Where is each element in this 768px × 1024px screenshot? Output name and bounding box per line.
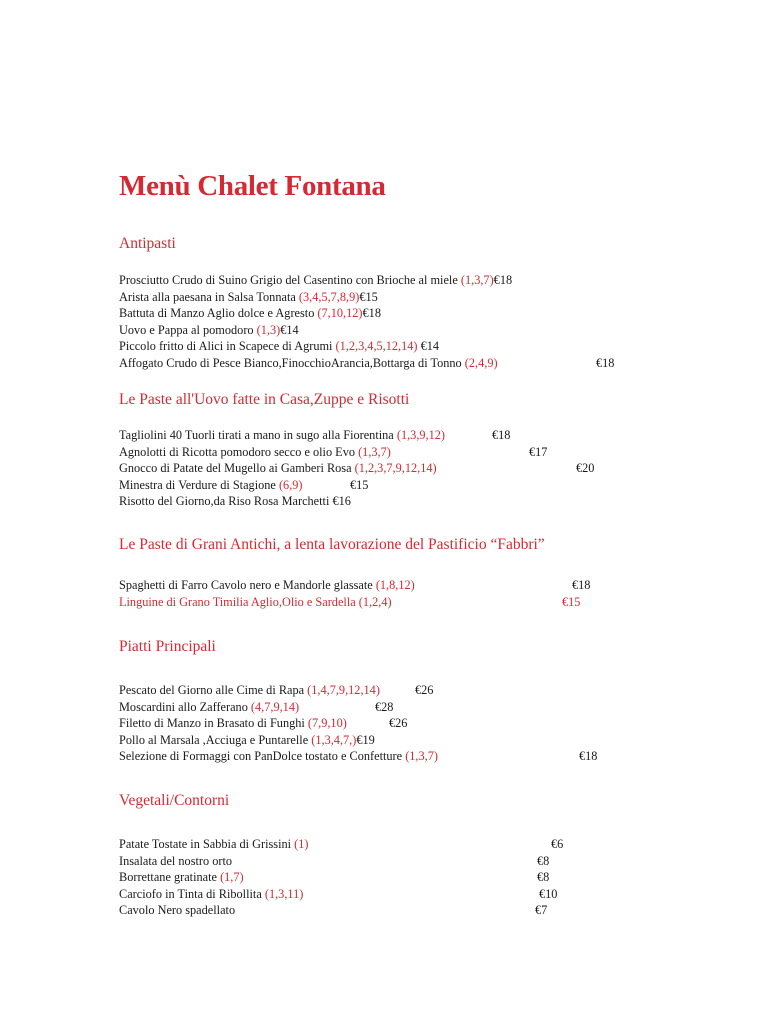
section-items-antipasti bbox=[119, 272, 615, 371]
item-price: €18 bbox=[572, 578, 591, 592]
menu-item bbox=[119, 577, 591, 594]
item-name: Gnocco di Patate del Mugello ai Gamberi Rosa bbox=[119, 461, 355, 475]
item-allergens: (1,2,3,4,5,12,14) bbox=[335, 339, 418, 353]
item-name: Pescato del Giorno alle Cime di Rapa bbox=[119, 683, 308, 697]
item-name: Affogato Crudo di Pesce Bianco,FinocchioArancia,Bottarga di Tonno bbox=[119, 355, 465, 370]
item-price: €19 bbox=[356, 732, 375, 747]
item-allergens: (3,4,5,7,8,9) bbox=[298, 289, 360, 304]
item-allergens: (1,2,3,7,9,12,14) bbox=[354, 461, 437, 475]
menu-item bbox=[119, 444, 548, 461]
item-name: Patate Tostate in Sabbia di Grissini bbox=[119, 837, 295, 851]
menu-item bbox=[119, 715, 438, 732]
item-name: Carciofo in Tinta di Ribollita bbox=[119, 886, 265, 901]
item-allergens: (1,3,7) bbox=[460, 273, 494, 287]
menu-item bbox=[119, 355, 615, 372]
item-name: Moscardini allo Zafferano bbox=[119, 699, 251, 714]
item-name: Selezione di Formaggi con PanDolce tostato e Confetture bbox=[119, 749, 406, 763]
menu-item bbox=[119, 869, 550, 886]
menu-item bbox=[119, 477, 445, 494]
item-name: Minestra di Verdure di Stagione bbox=[119, 477, 279, 492]
section-title-grani-antichi: Le Paste di Grani Antichi, a lenta lavorazione del Pastificio “Fabbri” bbox=[119, 536, 545, 553]
item-price: €10 bbox=[539, 886, 558, 901]
item-name: Tagliolini 40 Tuorli tirati a mano in sugo alla Fiorentina bbox=[119, 428, 397, 442]
item-name: Risotto del Giorno,da Riso Rosa Marchetti bbox=[119, 494, 333, 508]
item-name: Uovo e Pappa al pomodoro bbox=[119, 322, 257, 337]
item-name: Filetto di Manzo in Brasato di Funghi bbox=[119, 716, 308, 730]
section-items-paste-uovo bbox=[119, 427, 595, 510]
item-allergens: (1,3,11) bbox=[264, 886, 304, 901]
item-price: €15 bbox=[359, 289, 378, 304]
item-allergens: (1,7) bbox=[220, 870, 244, 884]
menu-item bbox=[119, 732, 438, 749]
item-allergens: (6,9) bbox=[278, 477, 303, 492]
menu-item bbox=[119, 272, 512, 289]
menu-item bbox=[119, 836, 564, 853]
item-price: €7 bbox=[535, 903, 548, 917]
item-allergens: (2,4,9) bbox=[464, 355, 498, 370]
item-price: €26 bbox=[415, 683, 434, 697]
section-title-vegetali-contorni: Vegetali/Contorni bbox=[119, 792, 230, 809]
menu-item bbox=[119, 748, 598, 765]
item-name: Spaghetti di Farro Cavolo nero e Mandorle glassate bbox=[119, 578, 376, 592]
item-price: €15 bbox=[350, 477, 369, 492]
item-name: Borrettane gratinate bbox=[119, 870, 221, 884]
menu-item bbox=[119, 289, 512, 306]
item-price: €28 bbox=[375, 699, 394, 714]
item-allergens: (7,9,10) bbox=[307, 716, 347, 730]
item-name: Linguine di Grano Timilia Aglio,Olio e Sardella bbox=[119, 594, 359, 609]
item-name: Piccolo fritto di Alici in Scapece di Agrumi bbox=[119, 339, 336, 353]
section-items-vegetali-contorni bbox=[119, 836, 564, 919]
item-price: €14 bbox=[280, 322, 299, 337]
item-allergens: (1,3,9,12) bbox=[396, 428, 446, 442]
item-price: €16 bbox=[332, 494, 351, 508]
item-price: €8 bbox=[537, 870, 550, 884]
item-name: Battuta di Manzo Aglio dolce e Agresto bbox=[119, 306, 318, 320]
section-items-grani-antichi bbox=[119, 577, 591, 610]
menu-item bbox=[119, 338, 512, 355]
item-name: Agnolotti di Ricotta pomodoro secco e olio Evo bbox=[119, 444, 359, 459]
item-price: €18 bbox=[579, 749, 598, 763]
item-name: Insalata del nostro orto bbox=[119, 853, 233, 868]
menu-item bbox=[119, 305, 512, 322]
item-name: Arista alla paesana in Salsa Tonnata bbox=[119, 289, 299, 304]
item-allergens: (7,10,12) bbox=[317, 306, 363, 320]
section-title-piatti-principali: Piatti Principali bbox=[119, 638, 216, 655]
item-allergens: (1,3) bbox=[256, 322, 281, 337]
section-items-piatti-principali bbox=[119, 682, 598, 765]
menu-item bbox=[119, 322, 512, 339]
menu-title: Menù Chalet Fontana bbox=[119, 170, 386, 202]
item-price: €14 bbox=[417, 339, 440, 353]
item-name: Cavolo Nero spadellato bbox=[119, 903, 236, 917]
item-allergens: (1) bbox=[294, 837, 309, 851]
item-allergens: (4,7,9,14) bbox=[250, 699, 300, 714]
item-price: €15 bbox=[562, 594, 581, 609]
item-allergens: (1,3,7) bbox=[405, 749, 438, 763]
item-allergens: (1,4,7,9,12,14) bbox=[307, 683, 380, 697]
item-price: €18 bbox=[493, 273, 513, 287]
menu-item bbox=[119, 699, 438, 716]
item-price: €6 bbox=[551, 837, 564, 851]
item-allergens: (1,2,4) bbox=[358, 594, 392, 609]
item-price: €18 bbox=[492, 428, 511, 442]
section-title-antipasti: Antipasti bbox=[119, 235, 176, 252]
menu-item bbox=[119, 493, 445, 510]
item-price: €17 bbox=[529, 444, 548, 459]
menu-item bbox=[119, 427, 511, 444]
item-allergens: (1,3,7) bbox=[358, 444, 391, 459]
menu-item bbox=[119, 902, 548, 919]
item-price: €18 bbox=[362, 306, 381, 320]
menu-item bbox=[119, 886, 558, 903]
item-name: Prosciutto Crudo di Suino Grigio del Casentino con Brioche al miele bbox=[119, 273, 461, 287]
section-title-paste-uovo: Le Paste all'Uovo fatte in Casa,Zuppe e Risotti bbox=[119, 391, 410, 408]
item-price: €8 bbox=[537, 853, 550, 868]
menu-item bbox=[119, 682, 438, 699]
menu-item bbox=[119, 460, 595, 477]
menu-item bbox=[119, 853, 550, 870]
item-allergens: (1,8,12) bbox=[375, 578, 415, 592]
menu-item bbox=[119, 594, 581, 611]
item-price: €26 bbox=[389, 716, 408, 730]
item-price: €20 bbox=[576, 461, 595, 475]
item-price: €18 bbox=[596, 355, 615, 370]
item-allergens: (1,3,4,7,) bbox=[311, 732, 357, 747]
item-name: Pollo al Marsala ,Acciuga e Puntarelle bbox=[119, 732, 312, 747]
